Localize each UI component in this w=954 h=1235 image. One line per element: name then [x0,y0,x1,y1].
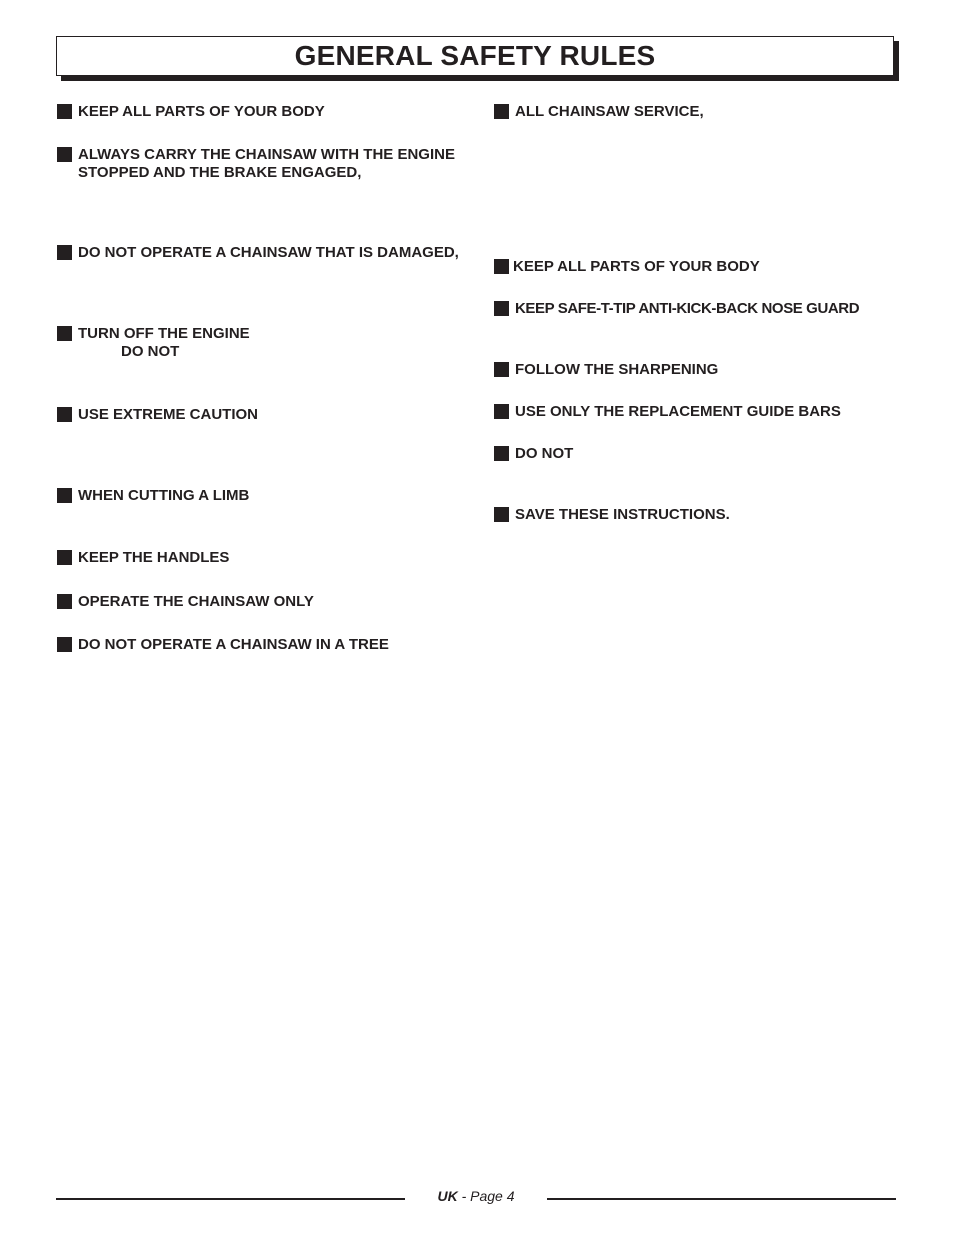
square-bullet-icon [494,446,509,461]
square-bullet-icon [494,259,509,274]
rule-text: USE EXTREME CAUTION [78,406,259,423]
rule-left-6 [57,487,249,505]
rule-left-4 [57,325,250,361]
rule-right-1 [494,103,704,121]
rule-text: USE ONLY THE REPLACEMENT GUIDE BARS [515,403,841,420]
square-bullet-icon [494,301,509,316]
rule-text: DO NOT [515,445,574,462]
page-number [405,1188,547,1204]
footer-divider-right [547,1198,896,1200]
square-bullet-icon [57,245,72,260]
title-box [56,36,894,76]
square-bullet-icon [494,404,509,419]
rule-left-9 [57,636,389,654]
rule-text: DO NOT OPERATE A CHAINSAW THAT IS DAMAGED, [78,244,459,261]
rule-text: DO NOT OPERATE A CHAINSAW IN A TREE [78,636,389,653]
square-bullet-icon [57,550,72,565]
rule-left-3 [57,244,459,262]
rule-right-5 [494,403,841,421]
rule-text: OPERATE THE CHAINSAW ONLY [78,593,314,610]
square-bullet-icon [57,407,72,422]
square-bullet-icon [57,147,72,162]
rule-text: ALWAYS CARRY THE CHAINSAW WITH THE ENGINE STOPPED AND THE BRAKE ENGAGED, [78,146,455,181]
rule-right-7 [494,506,730,524]
rule-left-2 [57,146,455,182]
page-title: GENERAL SAFETY RULES [294,40,656,71]
square-bullet-icon [57,104,72,119]
rule-left-5 [57,406,258,424]
footer-page-label: - Page 4 [457,1188,515,1204]
square-bullet-icon [494,104,509,119]
rule-left-7 [57,549,229,567]
rule-text: TURN OFF THE ENGINE DO NOT [78,325,250,360]
rule-right-6 [494,445,573,463]
square-bullet-icon [57,594,72,609]
rule-left-8 [57,593,314,611]
rule-text: KEEP ALL PARTS OF YOUR BODY [513,258,760,275]
rule-text: ALL CHAINSAW SERVICE, [515,103,704,120]
rule-text: SAVE THESE INSTRUCTIONS. [515,506,730,523]
rule-text: KEEP SAFE-T-TIP ANTI-KICK-BACK NOSE GUARD [515,300,860,317]
square-bullet-icon [57,488,72,503]
square-bullet-icon [57,326,72,341]
rule-text: KEEP THE HANDLES [78,549,230,566]
rule-right-2 [494,258,760,276]
footer-divider-left [56,1198,405,1200]
footer-region: UK [437,1188,458,1204]
square-bullet-icon [494,362,509,377]
rule-right-3 [494,300,859,318]
rule-text: FOLLOW THE SHARPENING [515,361,719,378]
rule-text: KEEP ALL PARTS OF YOUR BODY [78,103,325,120]
rule-left-1 [57,103,325,121]
rule-text: WHEN CUTTING A LIMB [78,487,250,504]
square-bullet-icon [494,507,509,522]
rule-right-4 [494,361,718,379]
square-bullet-icon [57,637,72,652]
